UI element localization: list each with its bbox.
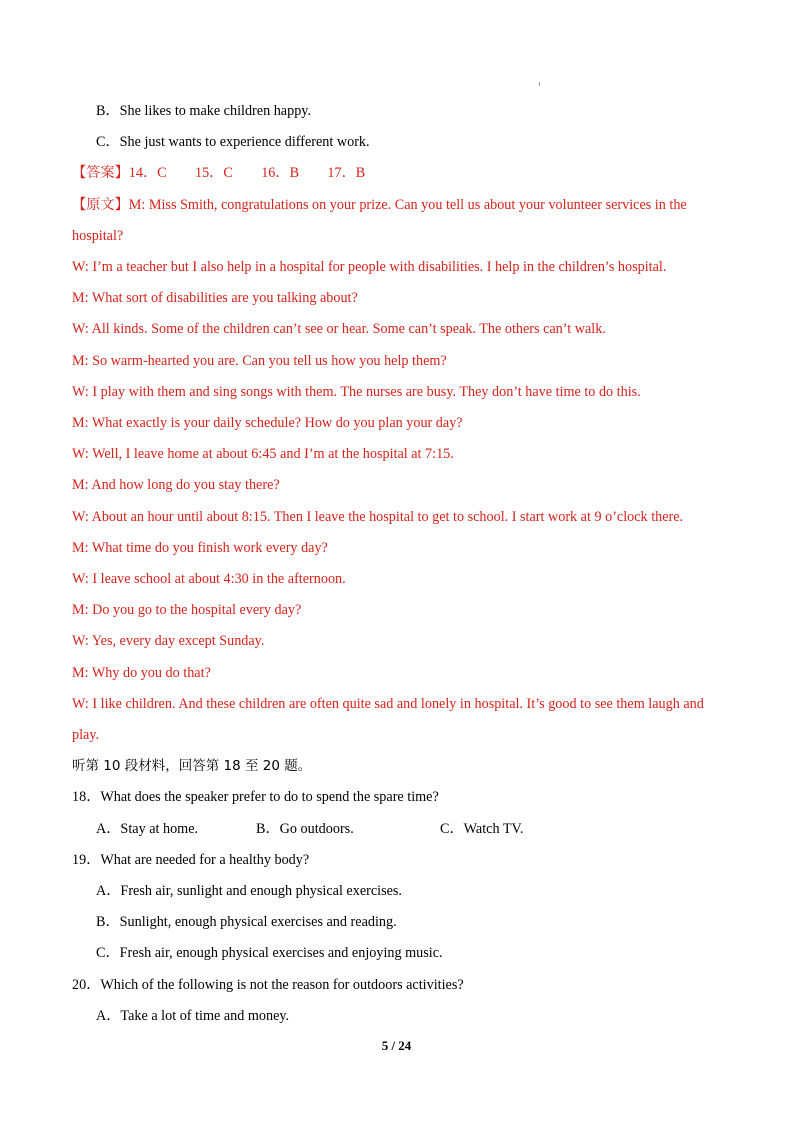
transcript-line: W: All kinds. Some of the children can’t see or hear. Some can’t speak. The others can’t walk. — [72, 321, 606, 337]
question-20: 20．Which of the following is not the reason for outdoors activities? — [72, 977, 464, 993]
q18-option-a: A．Stay at home. — [96, 821, 199, 837]
answer-line — [72, 164, 365, 182]
transcript-line: M: What exactly is your daily schedule? How do you plan your day? — [72, 415, 463, 431]
transcript-first-line — [72, 196, 687, 214]
q18-option-c: C．Watch TV. — [440, 821, 524, 837]
q18-option-b: B．Go outdoors. — [256, 821, 354, 837]
prev-option-c: C．She just wants to experience different work. — [96, 134, 370, 150]
section-header: 听第 10 段材料，回答第 18 至 20 题。 — [72, 758, 312, 774]
scan-mark — [539, 82, 540, 86]
transcript-line: W: I leave school at about 4:30 in the afternoon. — [72, 571, 346, 587]
q19-option-a: A．Fresh air, sunlight and enough physical exercises. — [96, 883, 402, 899]
transcript-line: W: I play with them and sing songs with them. The nurses are busy. They don’t have time to do this. — [72, 384, 641, 400]
transcript-line: W: Yes, every day except Sunday. — [72, 633, 265, 649]
transcript-line: M: Why do you do that? — [72, 665, 211, 681]
transcript-line: W: Well, I leave home at about 6:45 and I’m at the hospital at 7:15. — [72, 446, 454, 462]
q19-option-b: B．Sunlight, enough physical exercises and reading. — [96, 914, 397, 930]
transcript-last-cont: play. — [72, 727, 100, 743]
transcript-first: M: Miss Smith, congratulations on your prize. Can you tell us about your volunteer services in the — [128, 197, 687, 213]
transcript-line: M: And how long do you stay there? — [72, 477, 280, 493]
transcript-line: M: So warm-hearted you are. Can you tell us how you help them? — [72, 353, 447, 369]
transcript-first-cont: hospital? — [72, 228, 124, 244]
transcript-line: M: What time do you finish work every day? — [72, 540, 328, 556]
transcript-line: W: About an hour until about 8:15. Then I leave the hospital to get to school. I start work at 9 o’clock there. — [72, 509, 684, 525]
transcript-line: W: I’m a teacher but I also help in a hospital for people with disabilities. I help in the children’s hospital. — [72, 259, 667, 275]
transcript-line: W: I like children. And these children are often quite sad and lonely in hospital. It’s good to see them laugh and — [72, 696, 704, 712]
question-19: 19．What are needed for a healthy body? — [72, 852, 310, 868]
q20-option-a: A．Take a lot of time and money. — [96, 1008, 290, 1024]
page-number: 5 / 24 — [381, 1038, 412, 1053]
question-18: 18．What does the speaker prefer to do to spend the spare time? — [72, 789, 439, 805]
transcript-line: M: Do you go to the hospital every day? — [72, 602, 302, 618]
transcript-line: M: What sort of disabilities are you talking about? — [72, 290, 358, 306]
prev-option-b: B．She likes to make children happy. — [96, 103, 312, 119]
answer-text: 14．C 15．C 16．B 17．B — [128, 165, 366, 181]
q19-option-c: C．Fresh air, enough physical exercises and enjoying music. — [96, 945, 443, 961]
answer-tag: 【答案】 — [72, 165, 129, 181]
transcript-tag: 【原文】 — [72, 197, 129, 213]
